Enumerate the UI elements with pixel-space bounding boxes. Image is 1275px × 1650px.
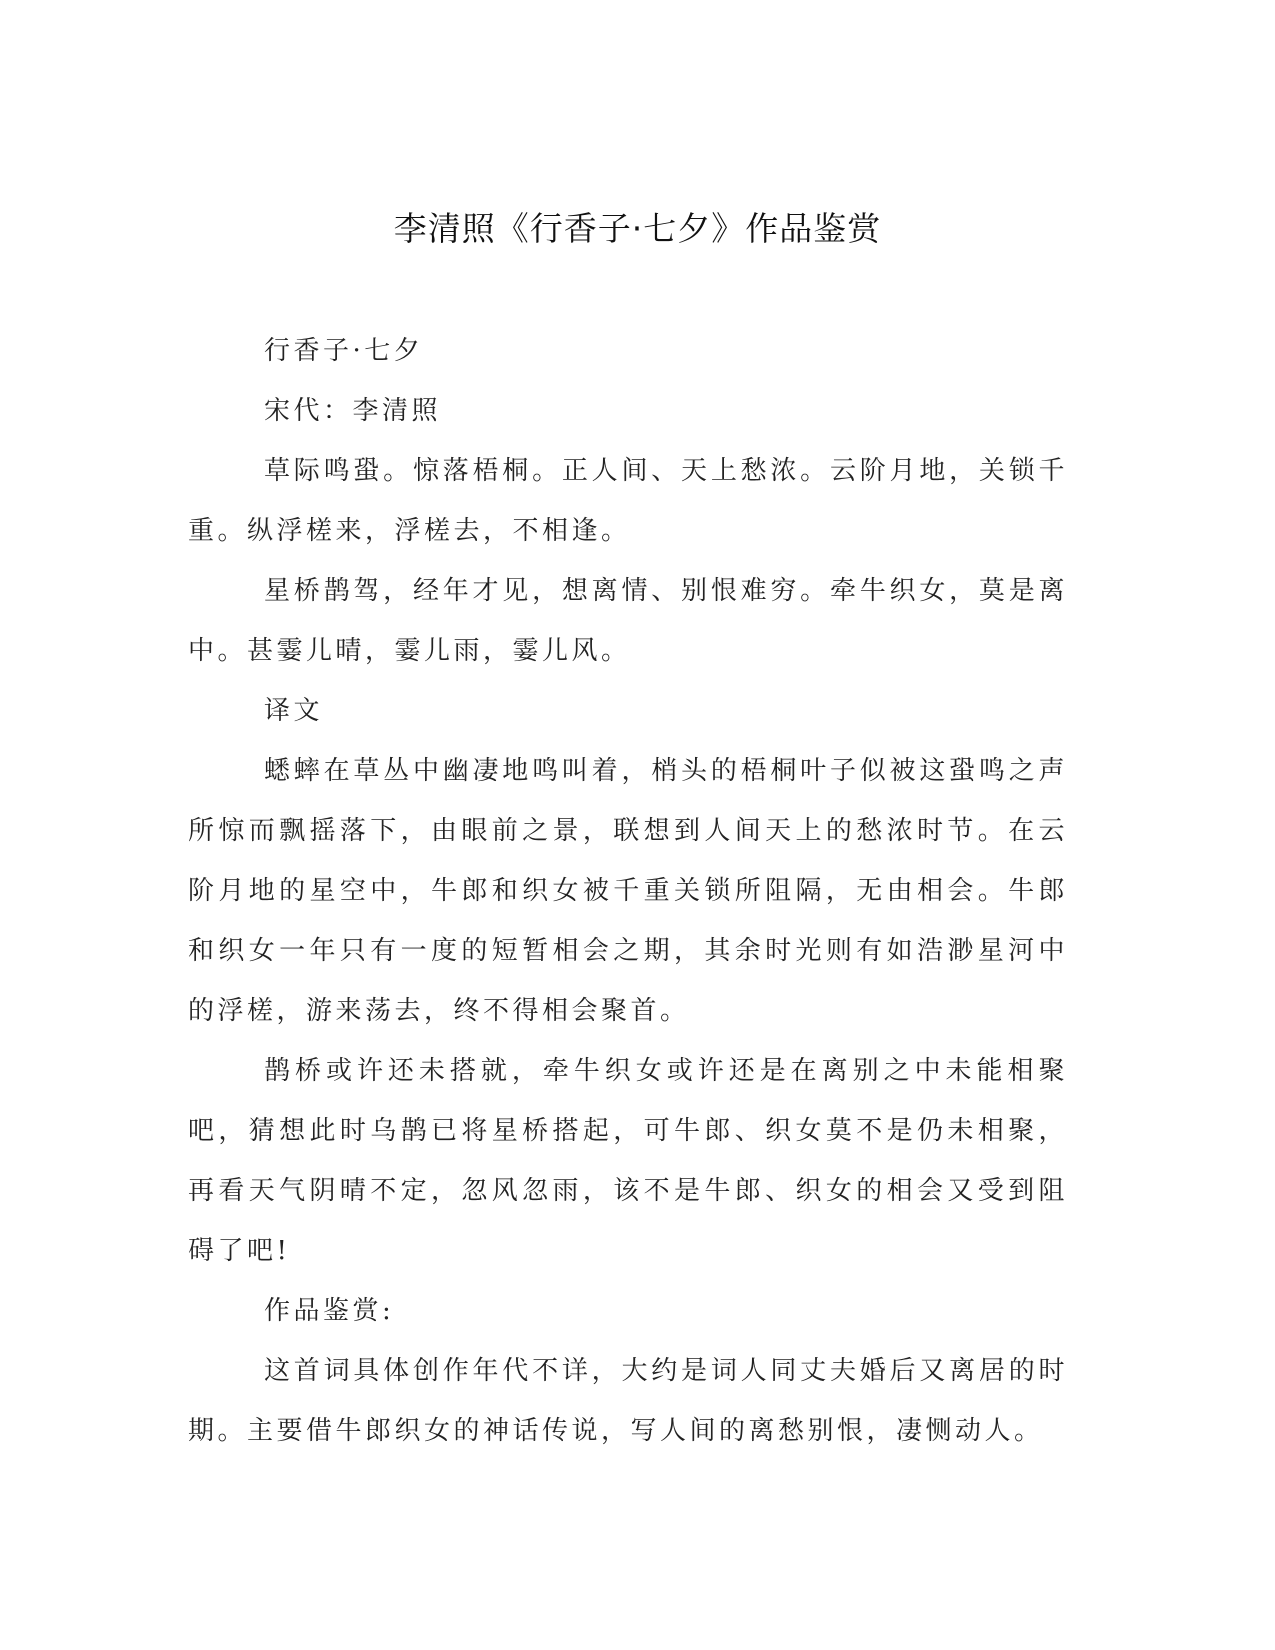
translation-heading: 译文	[264, 696, 324, 726]
poem-stanza-1: 草际鸣蛩。惊落梧桐。正人间、天上愁浓。云阶月地，关锁千重。纵浮槎来，浮槎去，不相逢。	[188, 456, 1068, 546]
appreciation-heading: 作品鉴赏:	[264, 1296, 395, 1326]
appreciation-paragraph: 这首词具体创作年代不详，大约是词人同丈夫婚后又离居的时期。主要借牛郎织女的神话传说，写人间的离愁别恨，凄恻动人。	[188, 1356, 1068, 1446]
poem-title: 行香子·七夕	[264, 336, 424, 366]
document-title: 李清照《行香子·七夕》作品鉴赏	[393, 209, 882, 248]
translation-paragraph-2: 鹊桥或许还未搭就，牵牛织女或许还是在离别之中未能相聚吧，猜想此时乌鹊已将星桥搭起，可牛郎、织女莫不是仍未相聚，再看天气阴晴不定，忽风忽雨，该不是牛郎、织女的相会又受到阻碍了吧!	[188, 1056, 1068, 1266]
poem-stanza-2: 星桥鹊驾，经年才见，想离情、别恨难穷。牵牛织女，莫是离中。甚霎儿晴，霎儿雨，霎儿风。	[188, 576, 1068, 666]
translation-paragraph-1: 蟋蟀在草丛中幽凄地鸣叫着，梢头的梧桐叶子似被这蛩鸣之声所惊而飘摇落下，由眼前之景，联想到人间天上的愁浓时节。在云阶月地的星空中，牛郎和织女被千重关锁所阻隔，无由相会。牛郎和织女一年只有一度的短暂相会之期，其余时光则有如浩渺星河中的浮槎，游来荡去，终不得相会聚首。	[188, 756, 1068, 1026]
document-body	[188, 321, 1068, 1461]
poem-author: 宋代：李清照	[264, 396, 442, 426]
